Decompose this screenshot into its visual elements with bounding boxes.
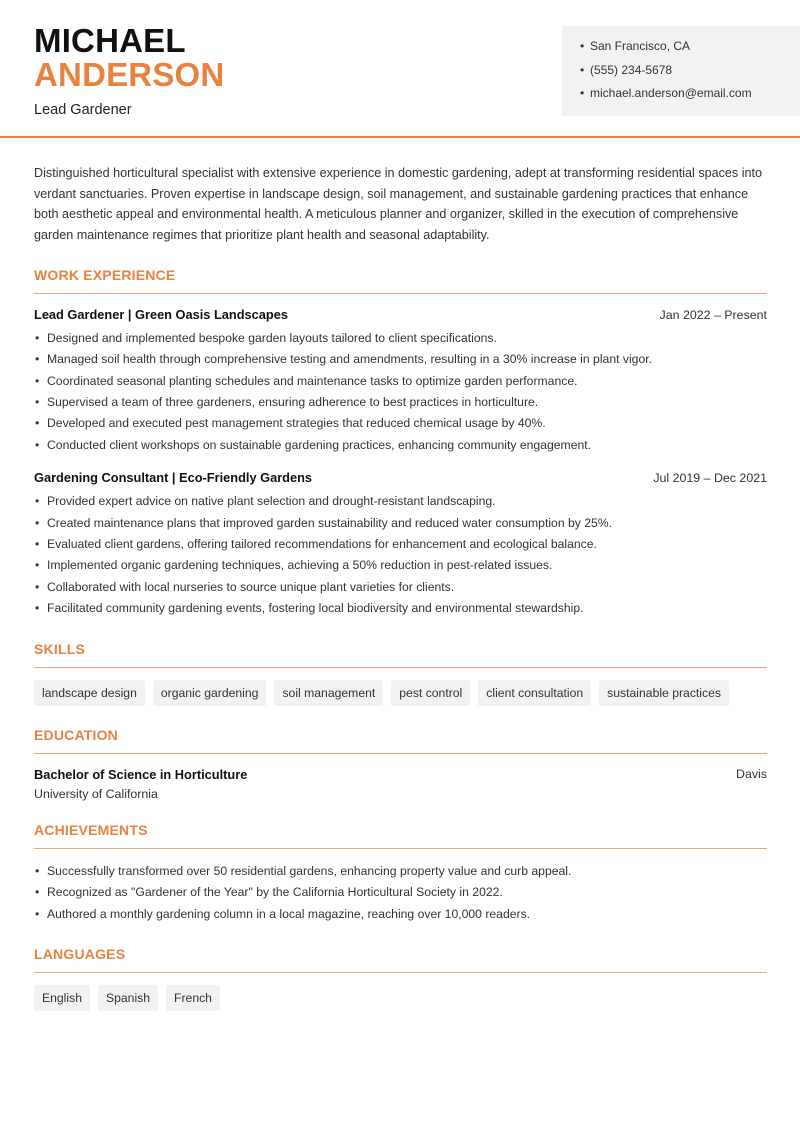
job-role: Lead Gardener | Green Oasis Landscapes — [34, 306, 288, 322]
contact-location — [580, 38, 800, 62]
language-tag: French — [166, 985, 220, 1011]
section-title: LANGUAGES — [34, 946, 767, 973]
summary: Distinguished horticultural specialist with extensive experience in domestic gardening, adept at transforming residential spaces into verdant sanctuaries. Proven expertise in landscape design, soil management, and sustainable gardening practices that enhance both aesthetic appeal and environmental health. A meticulous planner and organizer, skilled in the execution of comprehensive garden maintenance regimes that prioritize plant health and seasonal adaptability. — [34, 166, 763, 243]
skill-tags — [34, 680, 767, 706]
list-item: • Managed soil health through comprehensive testing and amendments, resulting in a 30% increase in plant vigor. — [35, 352, 653, 367]
skill-tag: client consultation — [478, 680, 591, 706]
list-item: • Supervised a team of three gardeners, ensuring adherence to best practices in horticulture. — [35, 395, 539, 410]
achievements-section — [34, 822, 767, 925]
job-entry — [34, 307, 767, 456]
list-item: • Recognized as "Gardener of the Year" by the California Horticultural Society in 2022. — [35, 885, 503, 900]
section-title: WORK EXPERIENCE — [34, 267, 767, 294]
job-entry — [34, 470, 767, 619]
degree: Bachelor of Science in Horticulture — [34, 766, 248, 782]
list-item: • Successfully transformed over 50 residential gardens, enhancing property value and curb appeal. — [35, 863, 572, 878]
job-role: Gardening Consultant | Eco-Friendly Gardens — [34, 470, 313, 486]
bullet-icon: • — [580, 62, 585, 77]
list-item: • Implemented organic gardening techniques, achieving a 50% reduction in pest-related issues. — [35, 558, 553, 573]
job-bullets — [34, 491, 767, 619]
job-dates: Jul 2019 – Dec 2021 — [653, 471, 767, 486]
section-title: ACHIEVEMENTS — [34, 822, 767, 849]
contact-email-text: michael.anderson@email.com — [590, 86, 752, 100]
bullet-icon: • — [580, 86, 585, 100]
skill-tag: pest control — [391, 680, 470, 706]
last-name: ANDERSON — [34, 56, 225, 93]
job-bullets — [34, 328, 767, 456]
skill-tag: organic gardening — [153, 680, 267, 706]
list-item: • Collaborated with local nurseries to source unique plant varieties for clients. — [35, 579, 455, 594]
first-name: MICHAEL — [34, 22, 186, 59]
work-section — [34, 267, 767, 620]
job-dates: Jan 2022 – Present — [659, 307, 767, 322]
skills-section — [34, 641, 767, 706]
contact-phone — [580, 62, 800, 86]
languages-section — [34, 946, 767, 1011]
contact-email — [580, 85, 800, 109]
list-item: • Developed and executed pest management strategies that reduced chemical usage by 40%. — [35, 416, 546, 431]
list-item: • Coordinated seasonal planting schedules and maintenance tasks to optimize garden performance. — [35, 373, 578, 388]
list-item: • Created maintenance plans that improved garden sustainability and reduced water consumption by 25%. — [35, 515, 613, 530]
education-section — [34, 727, 767, 801]
contact-location-text: San Francisco, CA — [590, 39, 691, 53]
resume-header — [0, 0, 800, 138]
achievement-list — [34, 861, 767, 925]
list-item: • Facilitated community gardening events, fostering local biodiversity and environmental stewardship. — [35, 601, 584, 616]
language-tag: English — [34, 985, 90, 1011]
language-tag: Spanish — [98, 985, 158, 1011]
name-block — [34, 24, 224, 118]
contact-box — [562, 26, 800, 116]
language-tags — [34, 985, 767, 1011]
job-title: Lead Gardener — [34, 102, 132, 118]
education-location: Davis — [736, 766, 767, 781]
list-item: • Evaluated client gardens, offering tailored recommendations for enhancement and ecological balance. — [35, 537, 597, 552]
list-item: • Provided expert advice on native plant selection and drought-resistant landscaping. — [35, 494, 496, 509]
section-title: EDUCATION — [34, 727, 767, 754]
school: University of California — [34, 786, 158, 801]
skill-tag: landscape design — [34, 680, 145, 706]
list-item: • Authored a monthly gardening column in a local magazine, reaching over 10,000 readers. — [35, 906, 531, 921]
contact-phone-text: (555) 234-5678 — [590, 62, 673, 77]
bullet-icon: • — [580, 39, 585, 53]
list-item: • Conducted client workshops on sustainable gardening practices, enhancing community engagement. — [35, 437, 592, 452]
resume-body — [34, 163, 767, 1011]
education-entry — [34, 767, 767, 801]
skill-tag: soil management — [274, 680, 383, 706]
list-item: • Designed and implemented bespoke garden layouts tailored to client specifications. — [35, 330, 497, 345]
section-title: SKILLS — [34, 641, 767, 668]
skill-tag: sustainable practices — [599, 680, 729, 706]
